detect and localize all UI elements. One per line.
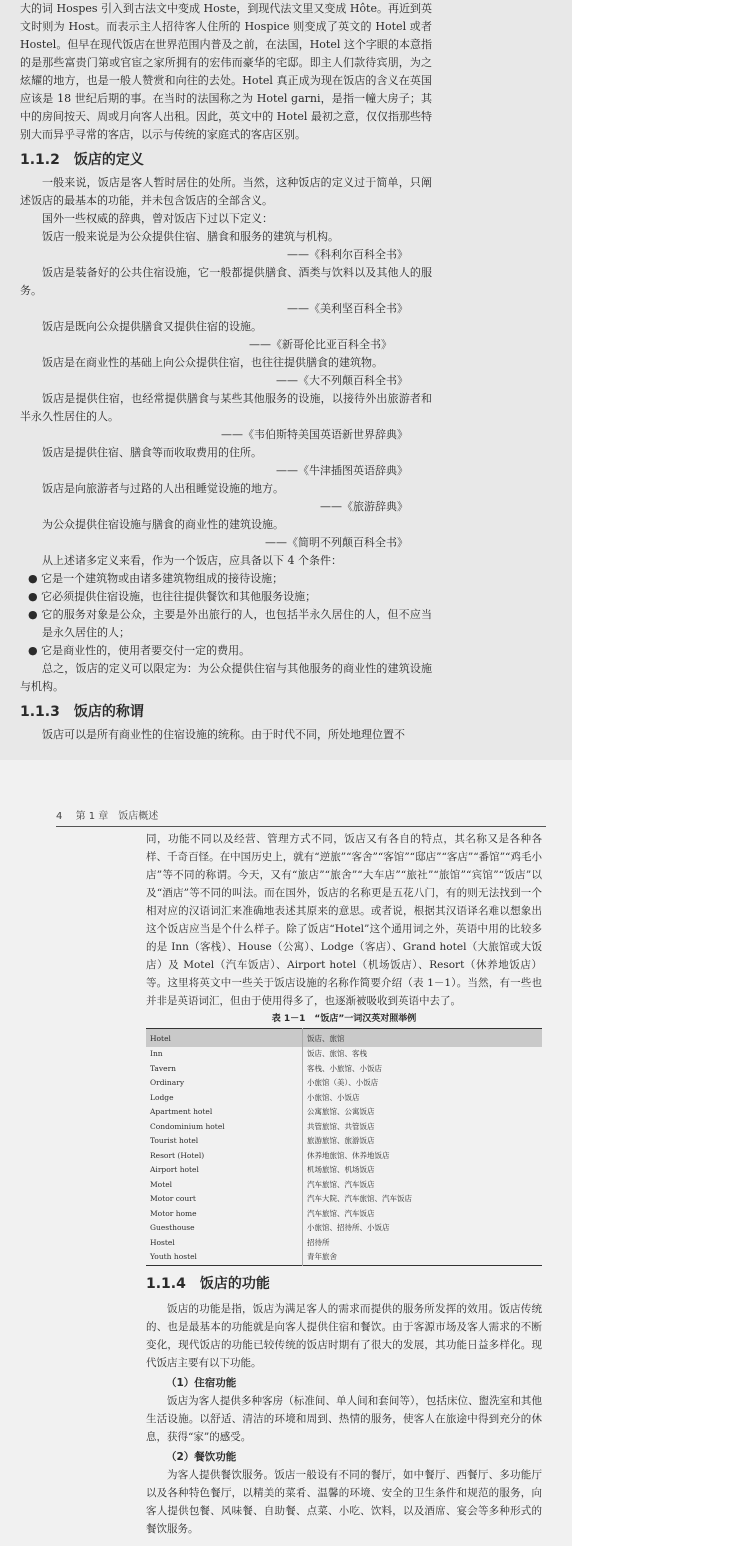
chapter-title: 第 1 章 饭店概述 — [75, 811, 159, 822]
book-page-top — [0, 0, 572, 760]
table-row — [146, 1076, 542, 1091]
condition-item: ● 它是商业性的，使用者要交付一定的费用。 — [28, 644, 251, 657]
paragraph-origin: 大的词 Hospes 引入到古法文中变成 Hoste，到现代法文里又变成 Hôte。再近到英文时则为 Host。而表示主人招待客人住所的 Hospice 则变成了英文的 Hotel 或者 Hostel。但早在现代饭店在世界范围内普及之前，在法国，Hotel 这个字眼的本意指的是那些富贵门第或官宦之家所拥有的宏伟而豪华的宅邸。即主人们款待宾朋，为之炫耀的地方，也是一般人赞赏和向往的去处。Hotel 真正成为现在饭店的含义在英国应该是 18 世纪后期的事。在当时的法国称之为 Hotel garni，是指一幢大房子；其中的房间按天、周或月向客人出租。因此，英文中的 Hotel 最初之意，仅仅指那些特别大而异乎寻常的客店，以示与传统的家庭式的客店区别。 — [20, 2, 432, 141]
table-row — [146, 1047, 542, 1062]
condition-item: ● 它必须提供住宿设施，也往往提供餐饮和其他服务设施； — [28, 590, 317, 603]
term-english: Tourist hotel — [146, 1134, 303, 1149]
paragraph-dictionaries-intro: 国外一些权威的辞典，曾对饭店下过以下定义： — [42, 212, 273, 225]
definition-text: 饭店是装备好的公共住宿设施，它一般都提供膳食、酒类与饮料以及其他人的服务。 — [20, 266, 432, 297]
term-english: Motel — [146, 1178, 303, 1193]
paragraph-naming: 饭店可以是所有商业性的住宿设施的统称。由于时代不同，所处地理位置不 — [42, 728, 405, 741]
condition-item: ● 它是一个建筑物或由诸多建筑物组成的接待设施； — [28, 572, 284, 585]
section-heading-1-1-3: 1.1.3 饭店的称谓 — [20, 704, 144, 720]
definition-source: ——《美利坚百科全书》 — [287, 302, 408, 315]
table-header-english: Hotel — [146, 1029, 303, 1048]
term-english: Condominium hotel — [146, 1120, 303, 1135]
definition-text: 饭店是既向公众提供膳食又提供住宿的设施。 — [42, 320, 262, 333]
term-english: Tavern — [146, 1062, 303, 1077]
term-english: Hostel — [146, 1236, 303, 1251]
table-row — [146, 1163, 542, 1178]
definition-source: ——《旅游辞典》 — [320, 500, 408, 513]
book-page-bottom — [0, 760, 572, 1546]
definition-text: 为公众提供住宿设施与膳食的商业性的建筑设施。 — [42, 518, 284, 531]
paragraph-lodging: 饭店为客人提供多种客房（标准间、单人间和套间等），包括床位、盥洗室和其他生活设施。以舒适、清洁的环境和周到、热情的服务，使客人在旅途中得到充分的休息，获得“家”的感受。 — [146, 1394, 542, 1443]
term-chinese: 机场旅馆、机场饭店 — [307, 1165, 375, 1174]
definition-source: ——《科利尔百科全书》 — [287, 248, 408, 261]
definition-source: ——《简明不列颠百科全书》 — [265, 536, 408, 549]
section-heading-1-1-4: 1.1.4 饭店的功能 — [146, 1275, 270, 1292]
running-header — [56, 810, 546, 827]
term-english: Motor home — [146, 1207, 303, 1222]
term-english: Inn — [146, 1047, 303, 1062]
definition-source: ——《牛津插图英语辞典》 — [276, 464, 408, 477]
term-english: Motor court — [146, 1192, 303, 1207]
hotel-terms-table — [146, 1028, 542, 1266]
subheading-dining: （2）餐饮功能 — [166, 1450, 237, 1463]
term-english: Youth hostel — [146, 1250, 303, 1265]
page-number: 4 — [56, 811, 63, 822]
term-english: Airport hotel — [146, 1163, 303, 1178]
term-chinese: 小旅馆（美）、小饭店 — [307, 1078, 379, 1087]
table-row — [146, 1120, 542, 1135]
table-row — [146, 1178, 542, 1193]
term-english: Resort (Hotel) — [146, 1149, 303, 1164]
paragraph-naming-continued: 同，功能不同以及经营、管理方式不同，饭店又有各自的特点，其名称又是各种各样、千奇百怪。在中国历史上，就有“逆旅”“客舍”“客馆”“邸店”“客店”“番馆”“鸡毛小店”等不同的称谓。今天，又有“旅店”“旅舍”“大车店”“旅社”“旅馆”“宾馆”“饭店”以及“酒店”等不同的叫法。而在国外，饭店的名称更是五花八门，有的则无法找到一个相对应的汉语词汇来准确地表述其原来的意思。或者说，根据其汉语译名难以想象出这个饭店应当是个什么样子。除了饭店“Hotel”这个通用词之外，英语中用的比较多的是 Inn（客栈）、House（公寓）、Lodge（客店）、Grand hotel（大旅馆或大饭店）及 Motel（汽车饭店）、Airport hotel（机场饭店）、Resort（休养地饭店）等。这里将英文中一些关于饭店设施的名称作简要介绍（表 1－1）。当然，有一些也并非是英语词汇，但由于使用得多了，也逐渐被吸收到英语中去了。 — [146, 833, 542, 1007]
term-chinese: 客栈、小旅馆、小饭店 — [307, 1063, 382, 1073]
table-row — [146, 1236, 542, 1251]
page-bottom-text — [146, 830, 542, 1538]
paragraph-definition-intro: 一般来说，饭店是客人暂时居住的处所。当然，这种饭店的定义过于简单，只阐述饭店的最基本的功能，并未包含饭店的全部含义。 — [20, 176, 432, 207]
paragraph-summary: 总之，饭店的定义可以限定为：为公众提供住宿与其他服务的商业性的建筑设施与机构。 — [20, 662, 432, 693]
term-chinese: 旅游旅馆、旅游饭店 — [307, 1136, 375, 1145]
term-chinese: 小旅馆、招待所、小饭店 — [307, 1223, 390, 1232]
table-row — [146, 1105, 542, 1120]
term-chinese: 饭店、旅馆、客栈 — [307, 1049, 367, 1058]
page-top-text — [20, 0, 432, 744]
table-header-row — [146, 1029, 542, 1048]
table-row — [146, 1134, 542, 1149]
condition-item: ● 它的服务对象是公众，主要是外出旅行的人，也包括半永久居住的人，但不应当是永久居住的人； — [28, 608, 432, 639]
term-english: Apartment hotel — [146, 1105, 303, 1120]
table-row — [146, 1192, 542, 1207]
definition-source: ——《新哥伦比亚百科全书》 — [249, 338, 392, 351]
table-row — [146, 1091, 542, 1106]
term-chinese: 汽车大院、汽车旅馆、汽车饭店 — [307, 1194, 412, 1203]
table-row — [146, 1149, 542, 1164]
definition-source: ——《大不列颠百科全书》 — [276, 374, 408, 387]
definition-text: 饭店是在商业性的基础上向公众提供住宿，也往往提供膳食的建筑物。 — [42, 356, 383, 369]
paragraph-functions-intro: 饭店的功能是指，饭店为满足客人的需求而提供的服务所发挥的效用。饭店传统的、也是最基本的功能就是向客人提供住宿和餐饮。由于客源市场及客人需求的不断变化，现代饭店的功能已较传统的饭店时期有了很大的发展，其功能日益多样化。现代饭店主要有以下功能。 — [146, 1302, 542, 1369]
table-row — [146, 1250, 542, 1265]
term-english: Guesthouse — [146, 1221, 303, 1236]
definition-text: 饭店是提供住宿，也经常提供膳食与某些其他服务的设施，以接待外出旅游者和半永久性居住的人。 — [20, 392, 432, 423]
definition-source: ——《韦伯斯特美国英语新世界辞典》 — [221, 428, 408, 441]
table-row — [146, 1062, 542, 1077]
term-chinese: 公寓旅馆、公寓饭店 — [307, 1107, 375, 1116]
term-english: Lodge — [146, 1091, 303, 1106]
term-chinese: 共管旅馆、共管饭店 — [307, 1121, 375, 1131]
term-chinese: 青年旅舍 — [307, 1252, 337, 1261]
term-chinese: 汽车旅馆、汽车饭店 — [307, 1208, 375, 1218]
term-chinese: 汽车旅馆、汽车饭店 — [307, 1179, 375, 1189]
term-chinese: 招待所 — [307, 1237, 330, 1247]
table-caption: 表 1－1 “饭店”一词汉英对照举例 — [271, 1014, 417, 1024]
table-row — [146, 1221, 542, 1236]
term-chinese: 休养地旅馆、休养地饭店 — [307, 1150, 390, 1160]
definition-text: 饭店是向旅游者与过路的人出租睡觉设施的地方。 — [42, 482, 284, 495]
table-row — [146, 1207, 542, 1222]
term-english: Ordinary — [146, 1076, 303, 1091]
table-header-chinese: 饭店、旅馆 — [303, 1029, 543, 1048]
subheading-lodging: （1）住宿功能 — [166, 1376, 237, 1389]
definition-text: 饭店一般来说是为公众提供住宿、膳食和服务的建筑与机构。 — [42, 230, 339, 243]
paragraph-dining: 为客人提供餐饮服务。饭店一般设有不同的餐厅，如中餐厅、西餐厅、多功能厅以及各种特色餐厅，以精美的菜肴、温馨的环境、安全的卫生条件和规范的服务，向客人提供包餐、风味餐、自助餐、点菜、小吃、饮料，以及酒席、宴会等多种形式的餐饮服务。 — [146, 1468, 542, 1535]
definition-text: 饭店是提供住宿、膳食等而收取费用的住所。 — [42, 446, 262, 459]
paragraph-conditions-intro: 从上述诸多定义来看，作为一个饭店，应具备以下 4 个条件： — [42, 554, 342, 567]
term-chinese: 小旅馆、小饭店 — [307, 1092, 360, 1102]
section-heading-1-1-2: 1.1.2 饭店的定义 — [20, 152, 144, 168]
